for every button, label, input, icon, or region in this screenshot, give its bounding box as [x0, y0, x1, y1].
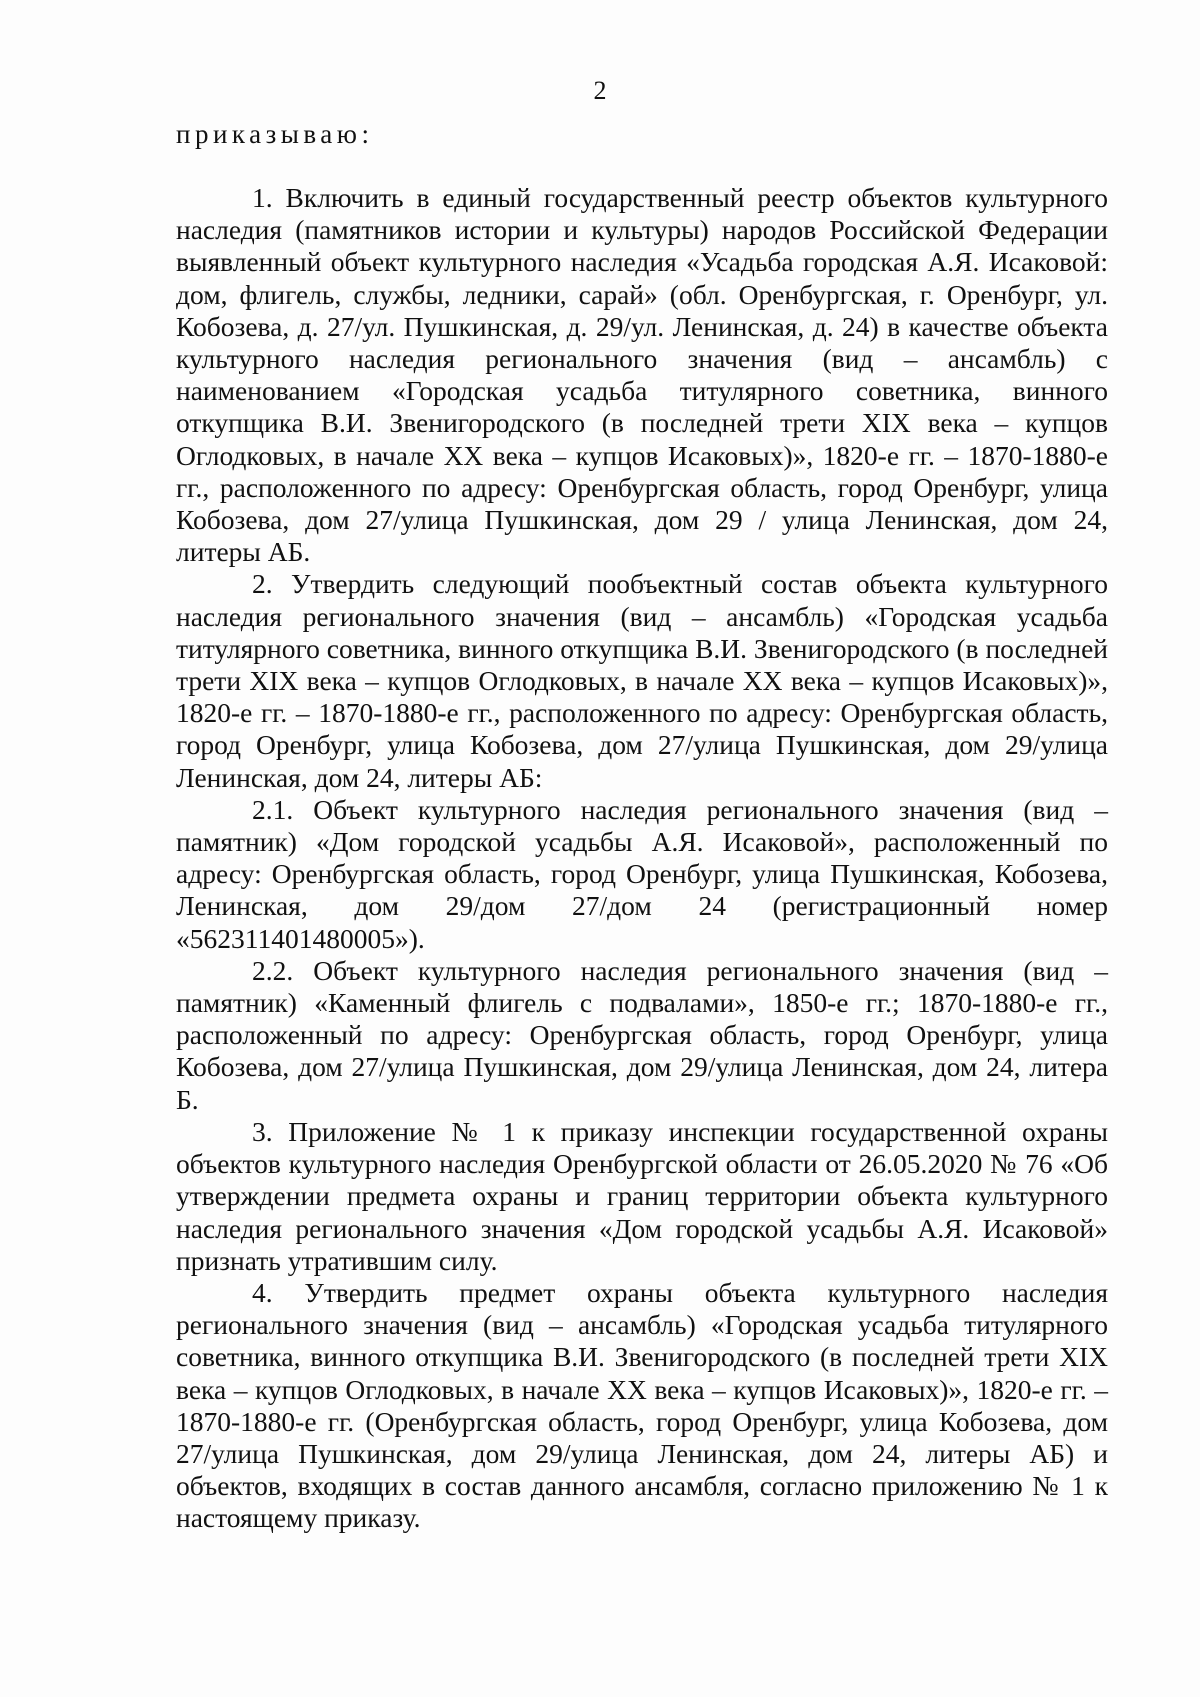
- paragraph-2-2: 2.2. Объект культурного наследия регионального значения (вид – памятник) «Каменный флигель с подвалами», 1850-е гг.; 1870-1880-е гг., расположенный по адресу: Оренбургская область, город Оренбург, улица Кобозева, дом 27/улица Пушкинская, дом 29/улица Ленинская, дом 24, литера Б.: [176, 954, 1108, 1115]
- paragraph-3: 3. Приложение № 1 к приказу инспекции государственной охраны объектов культурного наследия Оренбургской области от 26.05.2020 № 76 «Об утверждении предмета охраны и границ территории объекта культурного наследия регионального значения «Дом городской усадьбы А.Я. Исаковой» признать утратившим силу.: [176, 1115, 1108, 1276]
- page-number: 2: [593, 76, 607, 105]
- order-heading: приказываю:: [176, 119, 374, 149]
- paragraph-2: 2. Утвердить следующий пообъектный состав объекта культурного наследия регионального значения (вид – ансамбль) «Городская усадьба титулярного советника, винного откупщика В.И. Звенигородского (в последней трети XIX века – купцов Оглодковых, в начале XX века – купцов Исаковых)», 1820-е гг. – 1870-1880-е гг., расположенного по адресу: Оренбургская область, город Оренбург, улица Кобозева, дом 27/улица Пушкинская, дом 29/улица Ленинская, дом 24, литеры АБ:: [176, 568, 1108, 793]
- paragraph-4: 4. Утвердить предмет охраны объекта культурного наследия регионального значения (вид – ансамбль) «Городская усадьба титулярного советника, винного откупщика В.И. Звенигородского (в последней трети XIX века – купцов Оглодковых, в начале XX века – купцов Исаковых)», 1820-е гг. – 1870-1880-е гг. (Оренбургская область, город Оренбург, улица Кобозева, дом 27/улица Пушкинская, дом 29/улица Ленинская, дом 24, литеры АБ) и объектов, входящих в состав данного ансамбля, согласно приложению № 1 к настоящему приказу.: [176, 1276, 1108, 1534]
- paragraph-2-1: 2.1. Объект культурного наследия регионального значения (вид – памятник) «Дом городской усадьбы А.Я. Исаковой», расположенный по адресу: Оренбургская область, город Оренбург, улица Пушкинская, Кобозева, Ленинская, дом 29/дом 27/дом 24 (регистрационный номер «562311401480005»).: [176, 793, 1108, 954]
- document-body: [176, 182, 1108, 1535]
- paragraph-1: 1. Включить в единый государственный реестр объектов культурного наследия (памятников истории и культуры) народов Российской Федерации выявленный объект культурного наследия «Усадьба городская А.Я. Исаковой: дом, флигель, службы, ледники, сарай» (обл. Оренбургская, г. Оренбург, ул. Кобозева, д. 27/ул. Пушкинская, д. 29/ул. Ленинская, д. 24) в качестве объекта культурного наследия регионального значения (вид – ансамбль) с наименованием «Городская усадьба титулярного советника, винного откупщика В.И. Звенигородского (в последней трети XIX века – купцов Оглодковых, в начале XX века – купцов Исаковых)», 1820-е гг. – 1870-1880-е гг., расположенного по адресу: Оренбургская область, город Оренбург, улица Кобозева, дом 27/улица Пушкинская, дом 29 / улица Ленинская, дом 24, литеры АБ.: [176, 182, 1108, 568]
